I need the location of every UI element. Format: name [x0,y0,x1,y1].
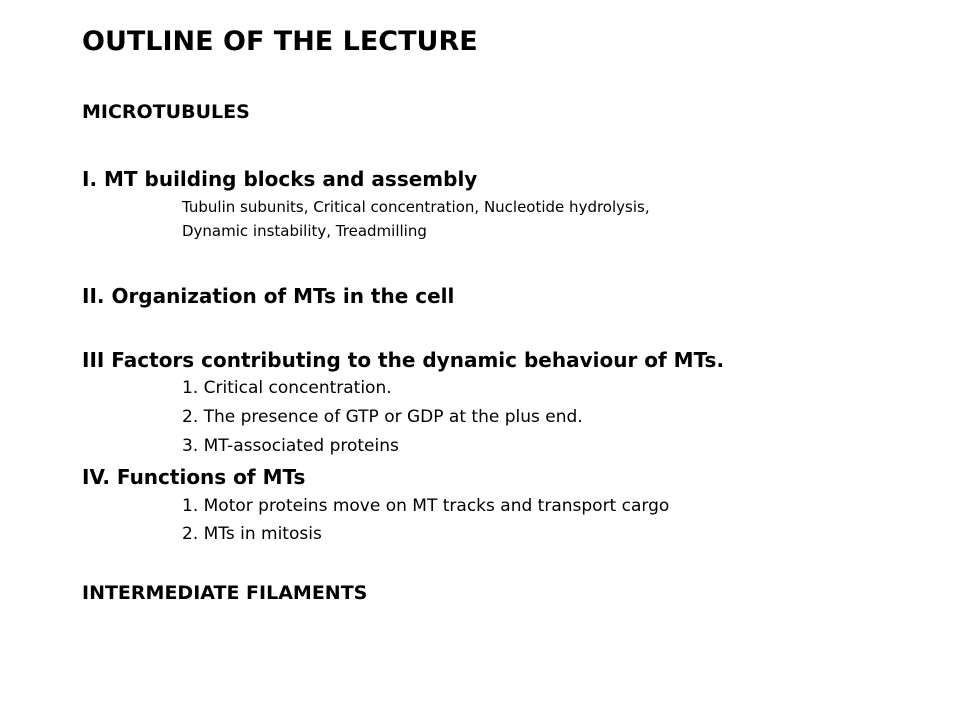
intermediate-filaments-heading: INTERMEDIATE FILAMENTS [82,582,368,604]
part-3-item-3: 3. MT-associated proteins [182,436,399,456]
part-1-heading: I. MT building blocks and assembly [82,167,478,191]
part-3-heading: III Factors contributing to the dynamic behaviour of MTs. [82,348,725,372]
part-3-item-1: 1. Critical concentration. [182,378,392,398]
part-3-item-2: 2. The presence of GTP or GDP at the plus end. [182,407,583,427]
part-1-detail-1: Tubulin subunits, Critical concentration, Nucleotide hydrolysis, [182,198,650,216]
part-1-detail-2: Dynamic instability, Treadmilling [182,222,427,240]
part-4-item-2: 2. MTs in mitosis [182,524,322,544]
part-4-heading: IV. Functions of MTs [82,465,306,489]
microtubules-heading: MICROTUBULES [82,101,250,123]
slide-title: OUTLINE OF THE LECTURE [82,26,478,57]
part-4-item-1: 1. Motor proteins move on MT tracks and transport cargo [182,496,670,516]
part-2-heading: II. Organization of MTs in the cell [82,284,455,308]
